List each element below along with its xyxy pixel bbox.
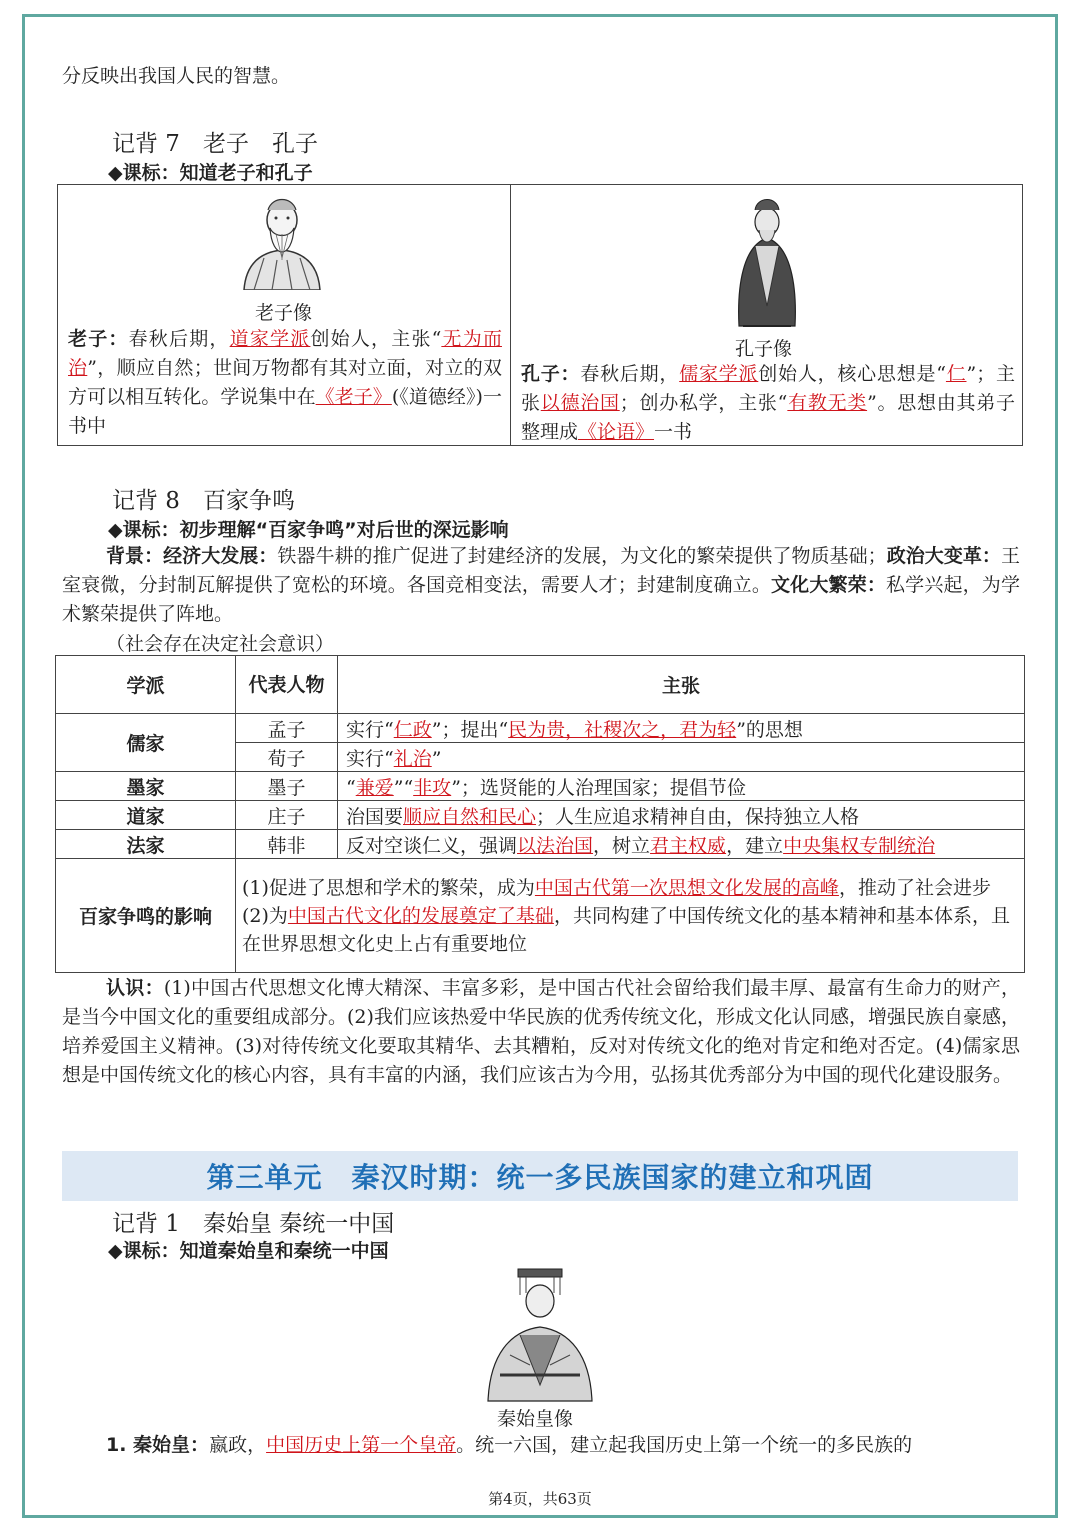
kongzi-portrait-icon: [725, 186, 809, 330]
mengzi-claim: 实行“仁政”；提出“民为贵，社稷次之，君为轻”的思想: [338, 714, 1025, 743]
header-school: 学派: [56, 656, 236, 714]
qinshihuang-portrait: [480, 1265, 600, 1403]
laozi-book: 《老子》: [315, 386, 392, 408]
background-note: （社会存在决定社会意识）: [106, 633, 335, 655]
qinshihuang-caption: 秦始皇像: [497, 1408, 574, 1430]
section8-standard: ◆课标：初步理解“百家争鸣”对后世的深远影响: [108, 519, 509, 541]
table-row: 墨家 墨子 “兼爱”“非攻”；选贤能的人治理国家；提倡节俭: [56, 772, 1025, 801]
kongzi-core: 仁: [945, 363, 967, 385]
table-row: 道家 庄子 治国要顺应自然和民心；人生应追求精神自由，保持独立人格: [56, 801, 1025, 830]
unit3-standard: ◆课标：知道秦始皇和秦统一中国: [108, 1240, 389, 1262]
intro-tail: 分反映出我国人民的智慧。: [62, 65, 291, 87]
qinshihuang-paragraph: 1. 秦始皇：嬴政，中国历史上第一个皇帝。统一六国，建立起我国历史上第一个统一的多民族的: [106, 1434, 913, 1456]
table-row: 百家争鸣的影响 (1)促进了思想和学术的繁荣，成为中国古代第一次思想文化发展的高峰，推动了社会进步 (2)为中国古代文化的发展奠定了基础，共同构建了中国传统文化的基本精神和基本体系，且在世界思想文化史上占有重要地位: [56, 859, 1025, 973]
figures-divider: [510, 185, 511, 445]
table-row: 荀子 实行“礼治”: [56, 743, 1025, 772]
kongzi-education: 有教无类: [787, 392, 868, 414]
page-number: 第4页，共63页: [488, 1490, 592, 1508]
header-claim: 主张: [338, 656, 1025, 714]
kongzi-governance: 以德治国: [540, 392, 620, 414]
unit-banner: 第三单元 秦汉时期：统一多民族国家的建立和巩固: [62, 1151, 1018, 1201]
header-person: 代表人物: [236, 656, 338, 714]
zhuangzi-claim: 治国要顺应自然和民心；人生应追求精神自由，保持独立人格: [338, 801, 1025, 830]
table-row: 儒家 孟子 实行“仁政”；提出“民为贵，社稷次之，君为轻”的思想: [56, 714, 1025, 743]
laozi-portrait-icon: [232, 190, 332, 290]
section7-heading: 记背 7 老子 孔子: [112, 131, 318, 157]
first-emperor-claim: 中国历史上第一个皇帝: [266, 1434, 457, 1456]
kongzi-portrait: [725, 186, 809, 330]
unit3-heading: 记背 1 秦始皇 秦统一中国: [112, 1211, 395, 1237]
background-paragraph: 背景：经济大发展：铁器牛耕的推广促进了封建经济的发展，为文化的繁荣提供了物质基础；政治大变革：王室衰微，分封制瓦解提供了宽松的环境。各国竞相变法，需要人才；封建制度确立。文化大繁荣：私学兴起，为学术繁荣提供了阵地。: [62, 545, 1020, 625]
hanfei-claim: 反对空谈仁义，强调以法治国，树立君主权威，建立中央集权专制统治: [338, 830, 1025, 859]
laozi-portrait: [232, 190, 332, 290]
kongzi-description: 孔子：春秋后期，儒家学派创始人，核心思想是“仁”；主张以德治国；创办私学，主张“有教无类”。思想由其弟子整理成《论语》一书: [521, 363, 1015, 443]
schools-table: [55, 655, 1025, 973]
laozi-doctrine: 无为而治: [68, 328, 502, 379]
kongzi-book: 《论语》: [578, 421, 655, 443]
kongzi-school: 儒家学派: [679, 363, 759, 385]
laozi-description: 老子：春秋后期，道家学派创始人，主张“无为而治”，顺应自然；世间万物都有其对立面，对立的双方可以相互转化。学说集中在《老子》(《道德经》)一书中: [68, 328, 502, 437]
influence-cell: (1)促进了思想和学术的繁荣，成为中国古代第一次思想文化发展的高峰，推动了社会进步 (2)为中国古代文化的发展奠定了基础，共同构建了中国传统文化的基本精神和基本体系，且在世界思想文化史上占有重要地位: [236, 859, 1025, 973]
insight-paragraph: 认识：(1)中国古代思想文化博大精深、丰富多彩，是中国古代社会留给我们最丰厚、最富有生命力的财产，是当今中国文化的重要组成部分。(2)我们应该热爱中华民族的优秀传统文化，形成文化认同感，增强民族自豪感，培养爱国主义精神。(3)对待传统文化要取其精华、去其糟粕，反对对传统文化的绝对肯定和绝对否定。(4)儒家思想是中国传统文化的核心内容，具有丰富的内涵，我们应该古为今用，弘扬其优秀部分为中国的现代化建设服务。: [62, 977, 1020, 1086]
xunzi-claim: 实行“礼治”: [338, 743, 1025, 772]
mozi-claim: “兼爱”“非攻”；选贤能的人治理国家；提倡节俭: [338, 772, 1025, 801]
section8-heading: 记背 8 百家争鸣: [112, 488, 295, 514]
qinshihuang-portrait-icon: [480, 1265, 600, 1403]
section7-standard: ◆课标：知道老子和孔子: [108, 162, 313, 184]
table-row: 法家 韩非 反对空谈仁义，强调以法治国，树立君主权威，建立中央集权专制统治: [56, 830, 1025, 859]
kongzi-caption: 孔子像: [735, 338, 793, 360]
laozi-caption: 老子像: [255, 302, 313, 324]
laozi-school: 道家学派: [229, 328, 311, 350]
